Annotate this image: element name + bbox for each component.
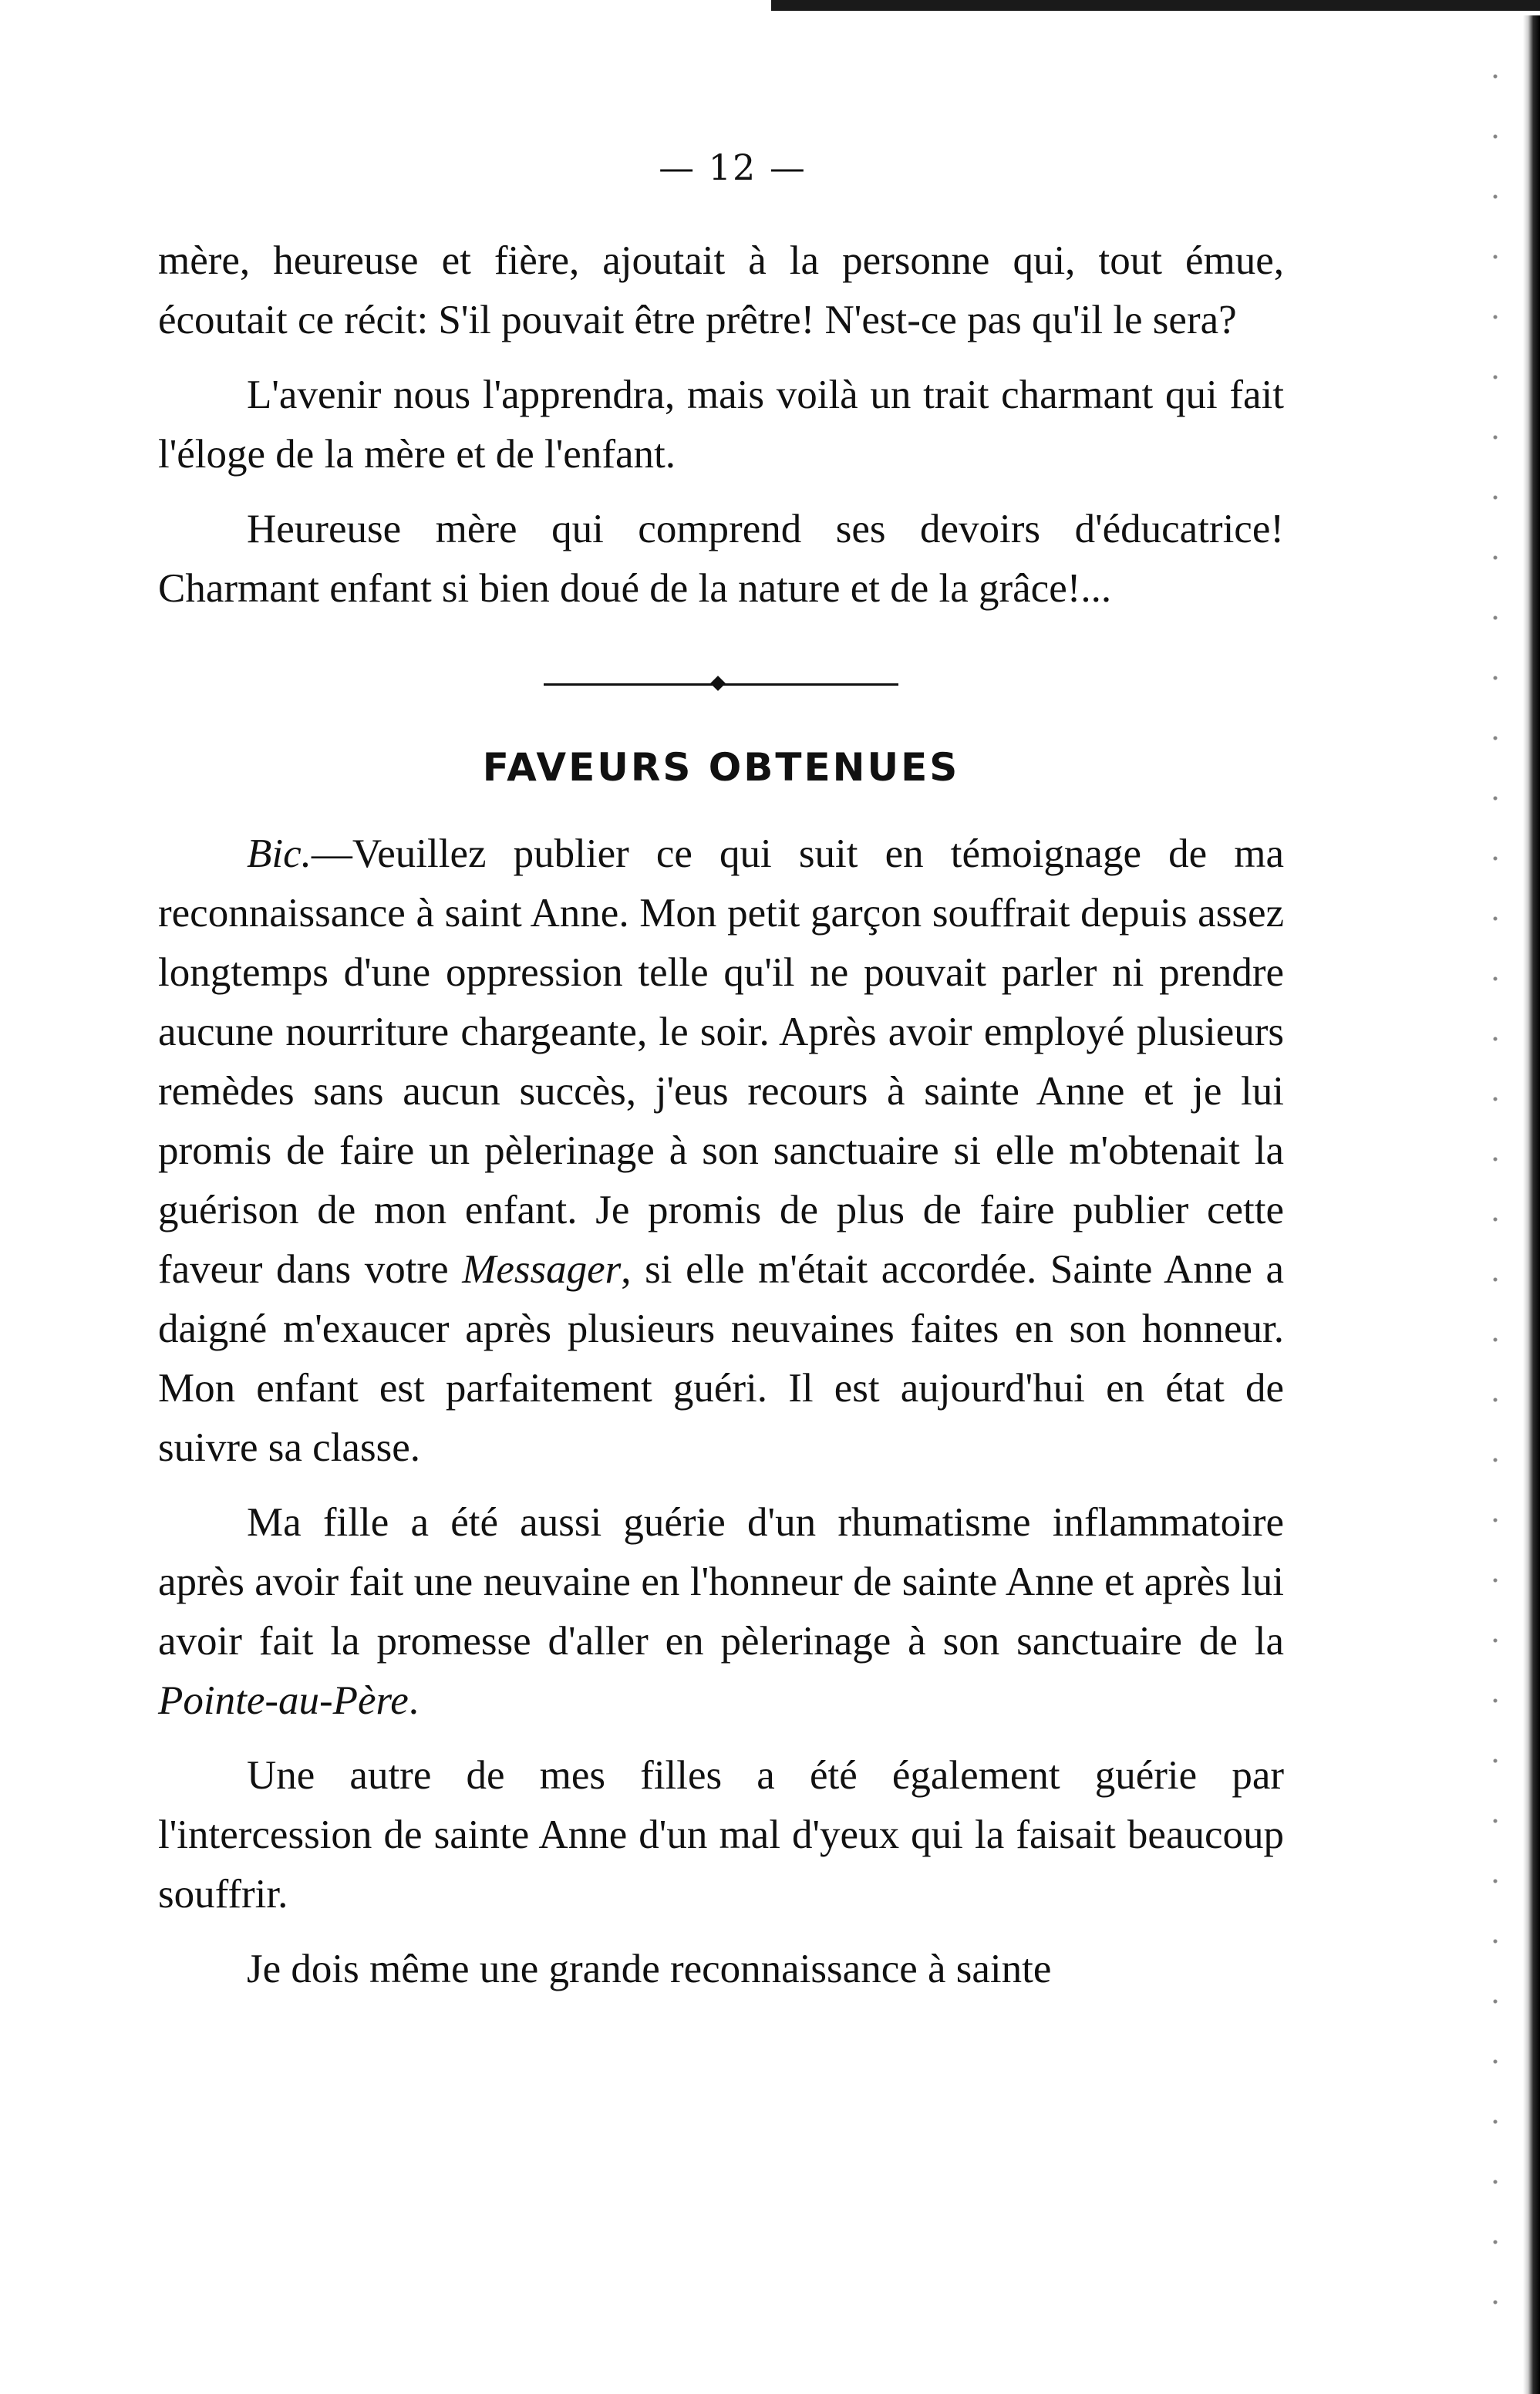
page-body — [158, 231, 1284, 1999]
place-name-pointe-au-pere: Pointe-au-Père — [158, 1678, 409, 1723]
paragraph-ma-fille-text-a: Ma fille a été aussi guérie d'un rhumatisme inflammatoire après avoir fait une neuvaine en l'honneur de sainte Anne et après lui avoir fait la promesse d'aller en pèlerinage à son sanctuaire de la — [158, 1500, 1284, 1664]
divider-diamond-icon — [710, 676, 726, 691]
section-heading: FAVEURS OBTENUES — [482, 745, 960, 790]
paragraph-heureuse-mere: Heureuse mère qui comprend ses devoirs d'éducatrice! Charmant enfant si bien doué de la nature et de la grâce!... — [158, 507, 1284, 611]
paragraph-ma-fille-text-b: . — [408, 1678, 419, 1723]
page-number: — 12 — — [659, 147, 807, 188]
paragraph-bic-text-b: , si elle m'était accordée. Sainte Anne a daigné m'exaucer après plusieurs neuvaines faites en son honneur. Mon enfant est parfaitement guéri. Il est aujourd'hui en état de suivre sa classe. — [158, 1247, 1284, 1470]
place-name-bic: Bic. — [247, 831, 312, 876]
section-divider-ornament — [544, 673, 898, 696]
paragraph-bic-text-a: —Veuillez publier ce qui suit en témoignage de ma reconnaissance à saint Anne. Mon petit garçon souffrait depuis assez longtemps d'une oppression telle qu'il ne pouvait parler ni prendre aucune nourriture chargeante, le soir. Après avoir employé plusieurs remèdes sans aucun succès, j'eus recours à sainte Anne et je lui promis de faire un pèlerinage à son sanctuaire si elle m'obtenait la guérison de mon enfant. Je promis de plus de faire publier cette faveur dans votre — [158, 831, 1284, 1292]
paragraph-une-autre: Une autre de mes filles a été également guérie par l'intercession de sainte Anne d'un mal d'yeux qui la faisait beaucoup souffrir. — [158, 1753, 1284, 1917]
messager-title: Messager — [462, 1247, 622, 1292]
paragraph-continuation: mère, heureuse et fière, ajoutait à la personne qui, tout émue, écoutait ce récit: S'il pouvait être prêtre! N'est-ce pas qu'il le sera? — [158, 238, 1284, 342]
paragraph-bic — [158, 824, 1284, 1478]
paragraph-je-dois: Je dois même une grande reconnaissance à sainte — [247, 1947, 1052, 1991]
paragraph-ma-fille — [158, 1493, 1284, 1731]
paragraph-avenir: L'avenir nous l'apprendra, mais voilà un trait charmant qui fait l'éloge de la mère et de l'enfant. — [158, 373, 1284, 477]
